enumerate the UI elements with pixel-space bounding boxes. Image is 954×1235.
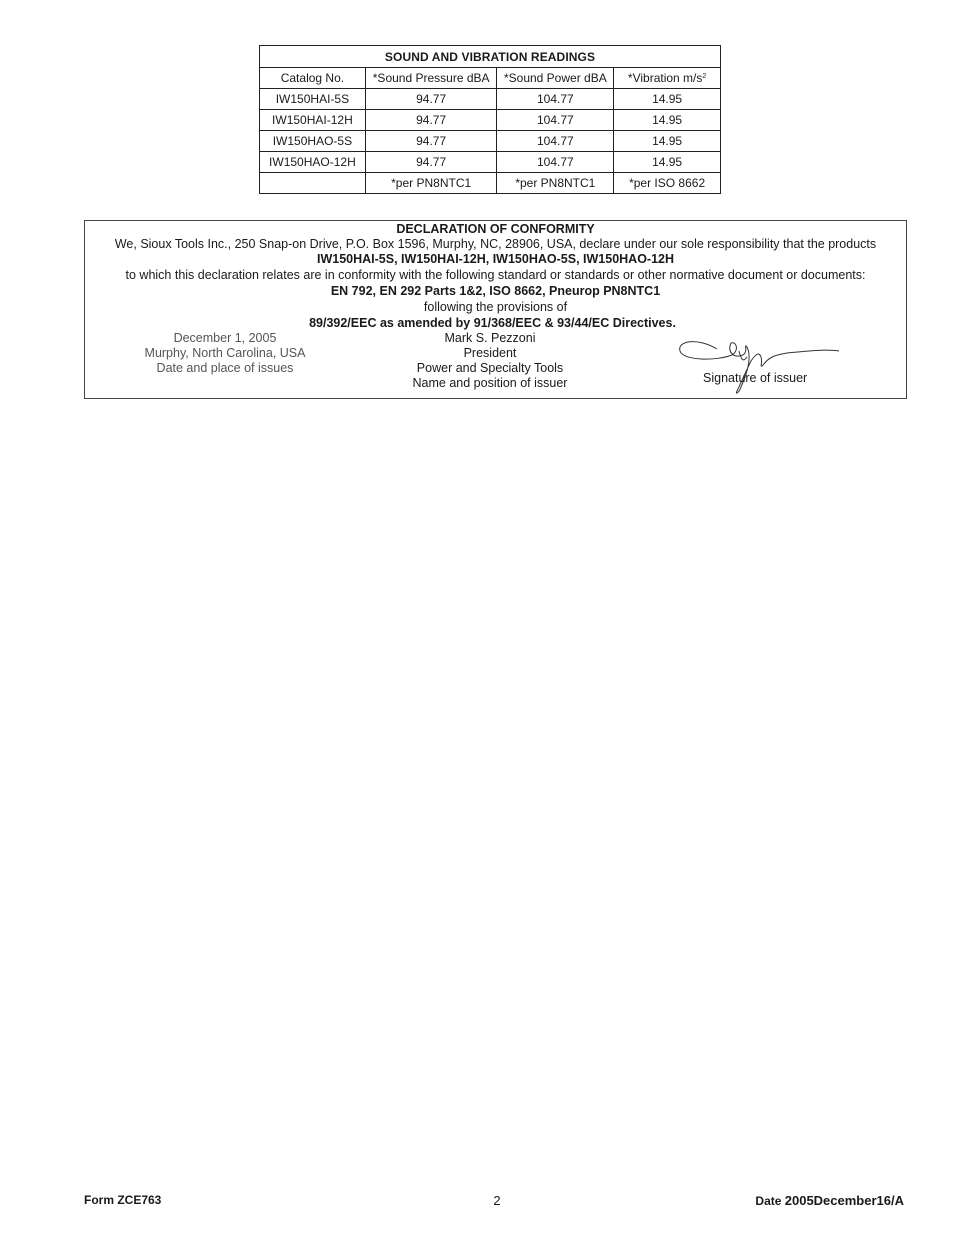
cell-vibration: 14.95 <box>614 131 721 152</box>
footnote-vibration: *per ISO 8662 <box>614 173 721 194</box>
declaration-directives: 89/392/EEC as amended by 91/368/EEC & 93/44/EC Directives. <box>309 316 676 330</box>
declaration-of-conformity-box <box>84 220 907 399</box>
declaration-conformity-text: to which this declaration relates are in conformity with the following standard or standards or other normative document or documents: <box>125 268 866 282</box>
signature-label: Signature of issuer <box>703 371 808 385</box>
cell-pressure: 94.77 <box>365 131 497 152</box>
cell-pressure: 94.77 <box>365 110 497 131</box>
footnote-pressure: *per PN8NTC1 <box>365 173 497 194</box>
unit-superscript: 2 <box>702 73 707 80</box>
declaration-standards: EN 792, EN 292 Parts 1&2, ISO 8662, Pneurop PN8NTC1 <box>330 284 661 298</box>
cell-power: 104.77 <box>497 89 614 110</box>
cell-power: 104.77 <box>497 152 614 173</box>
table-row <box>260 152 721 173</box>
declaration-title: DECLARATION OF CONFORMITY <box>396 222 595 236</box>
footer-form: Form ZCE763 <box>84 1193 162 1207</box>
declaration-products: IW150HAI-5S, IW150HAI-12H, IW150HAO-5S, IW150HAO-12H <box>316 252 675 266</box>
footer-date: Date 2005December16/A <box>755 1193 904 1208</box>
header-vibration: *Vibration $m/s^2$ <box>614 68 721 89</box>
table-row <box>260 89 721 110</box>
page-number: 2 <box>493 1193 501 1208</box>
issue-place: Murphy, North Carolina, USA <box>144 346 306 360</box>
footnote-empty <box>260 173 366 194</box>
header-sound-power: *Sound Power dBA <box>497 68 614 89</box>
cell-power: 104.77 <box>497 131 614 152</box>
issuer-division: Power and Specialty Tools <box>416 361 564 375</box>
issuer-name: Mark S. Pezzoni <box>444 331 536 345</box>
cell-catalog: IW150HAO-12H <box>260 152 366 173</box>
footnote-power: *per PN8NTC1 <box>497 173 614 194</box>
header-sound-pressure: *Sound Pressure dBA <box>365 68 497 89</box>
table-title: SOUND AND VIBRATION READINGS <box>260 46 721 68</box>
cell-vibration: 14.95 <box>614 89 721 110</box>
issuer-title: President <box>463 346 517 360</box>
cell-pressure: 94.77 <box>365 89 497 110</box>
table-footnote-row <box>260 173 721 194</box>
cell-catalog: IW150HAI-5S <box>260 89 366 110</box>
cell-vibration: 14.95 <box>614 110 721 131</box>
declaration-provisions: following the provisions of <box>423 300 568 314</box>
issuer-block <box>380 331 600 391</box>
date-place-label: Date and place of issues <box>156 361 294 375</box>
cell-pressure: 94.77 <box>365 152 497 173</box>
date-place-block <box>125 331 325 376</box>
signature-image <box>677 329 847 397</box>
cell-vibration: 14.95 <box>614 152 721 173</box>
header-catalog: Catalog No. <box>260 68 366 89</box>
issuer-label: Name and position of issuer <box>412 376 568 390</box>
table-header-row <box>260 68 721 89</box>
table-row <box>260 110 721 131</box>
table-row <box>260 131 721 152</box>
sound-vibration-table <box>259 45 721 194</box>
cell-power: 104.77 <box>497 110 614 131</box>
declaration-statement: We, Sioux Tools Inc., 250 Snap-on Drive, P.O. Box 1596, Murphy, NC, 28906, USA, declare under our sole responsibility that the products <box>114 237 877 251</box>
cell-catalog: IW150HAI-12H <box>260 110 366 131</box>
cell-catalog: IW150HAO-5S <box>260 131 366 152</box>
issue-date: December 1, 2005 <box>173 331 277 345</box>
